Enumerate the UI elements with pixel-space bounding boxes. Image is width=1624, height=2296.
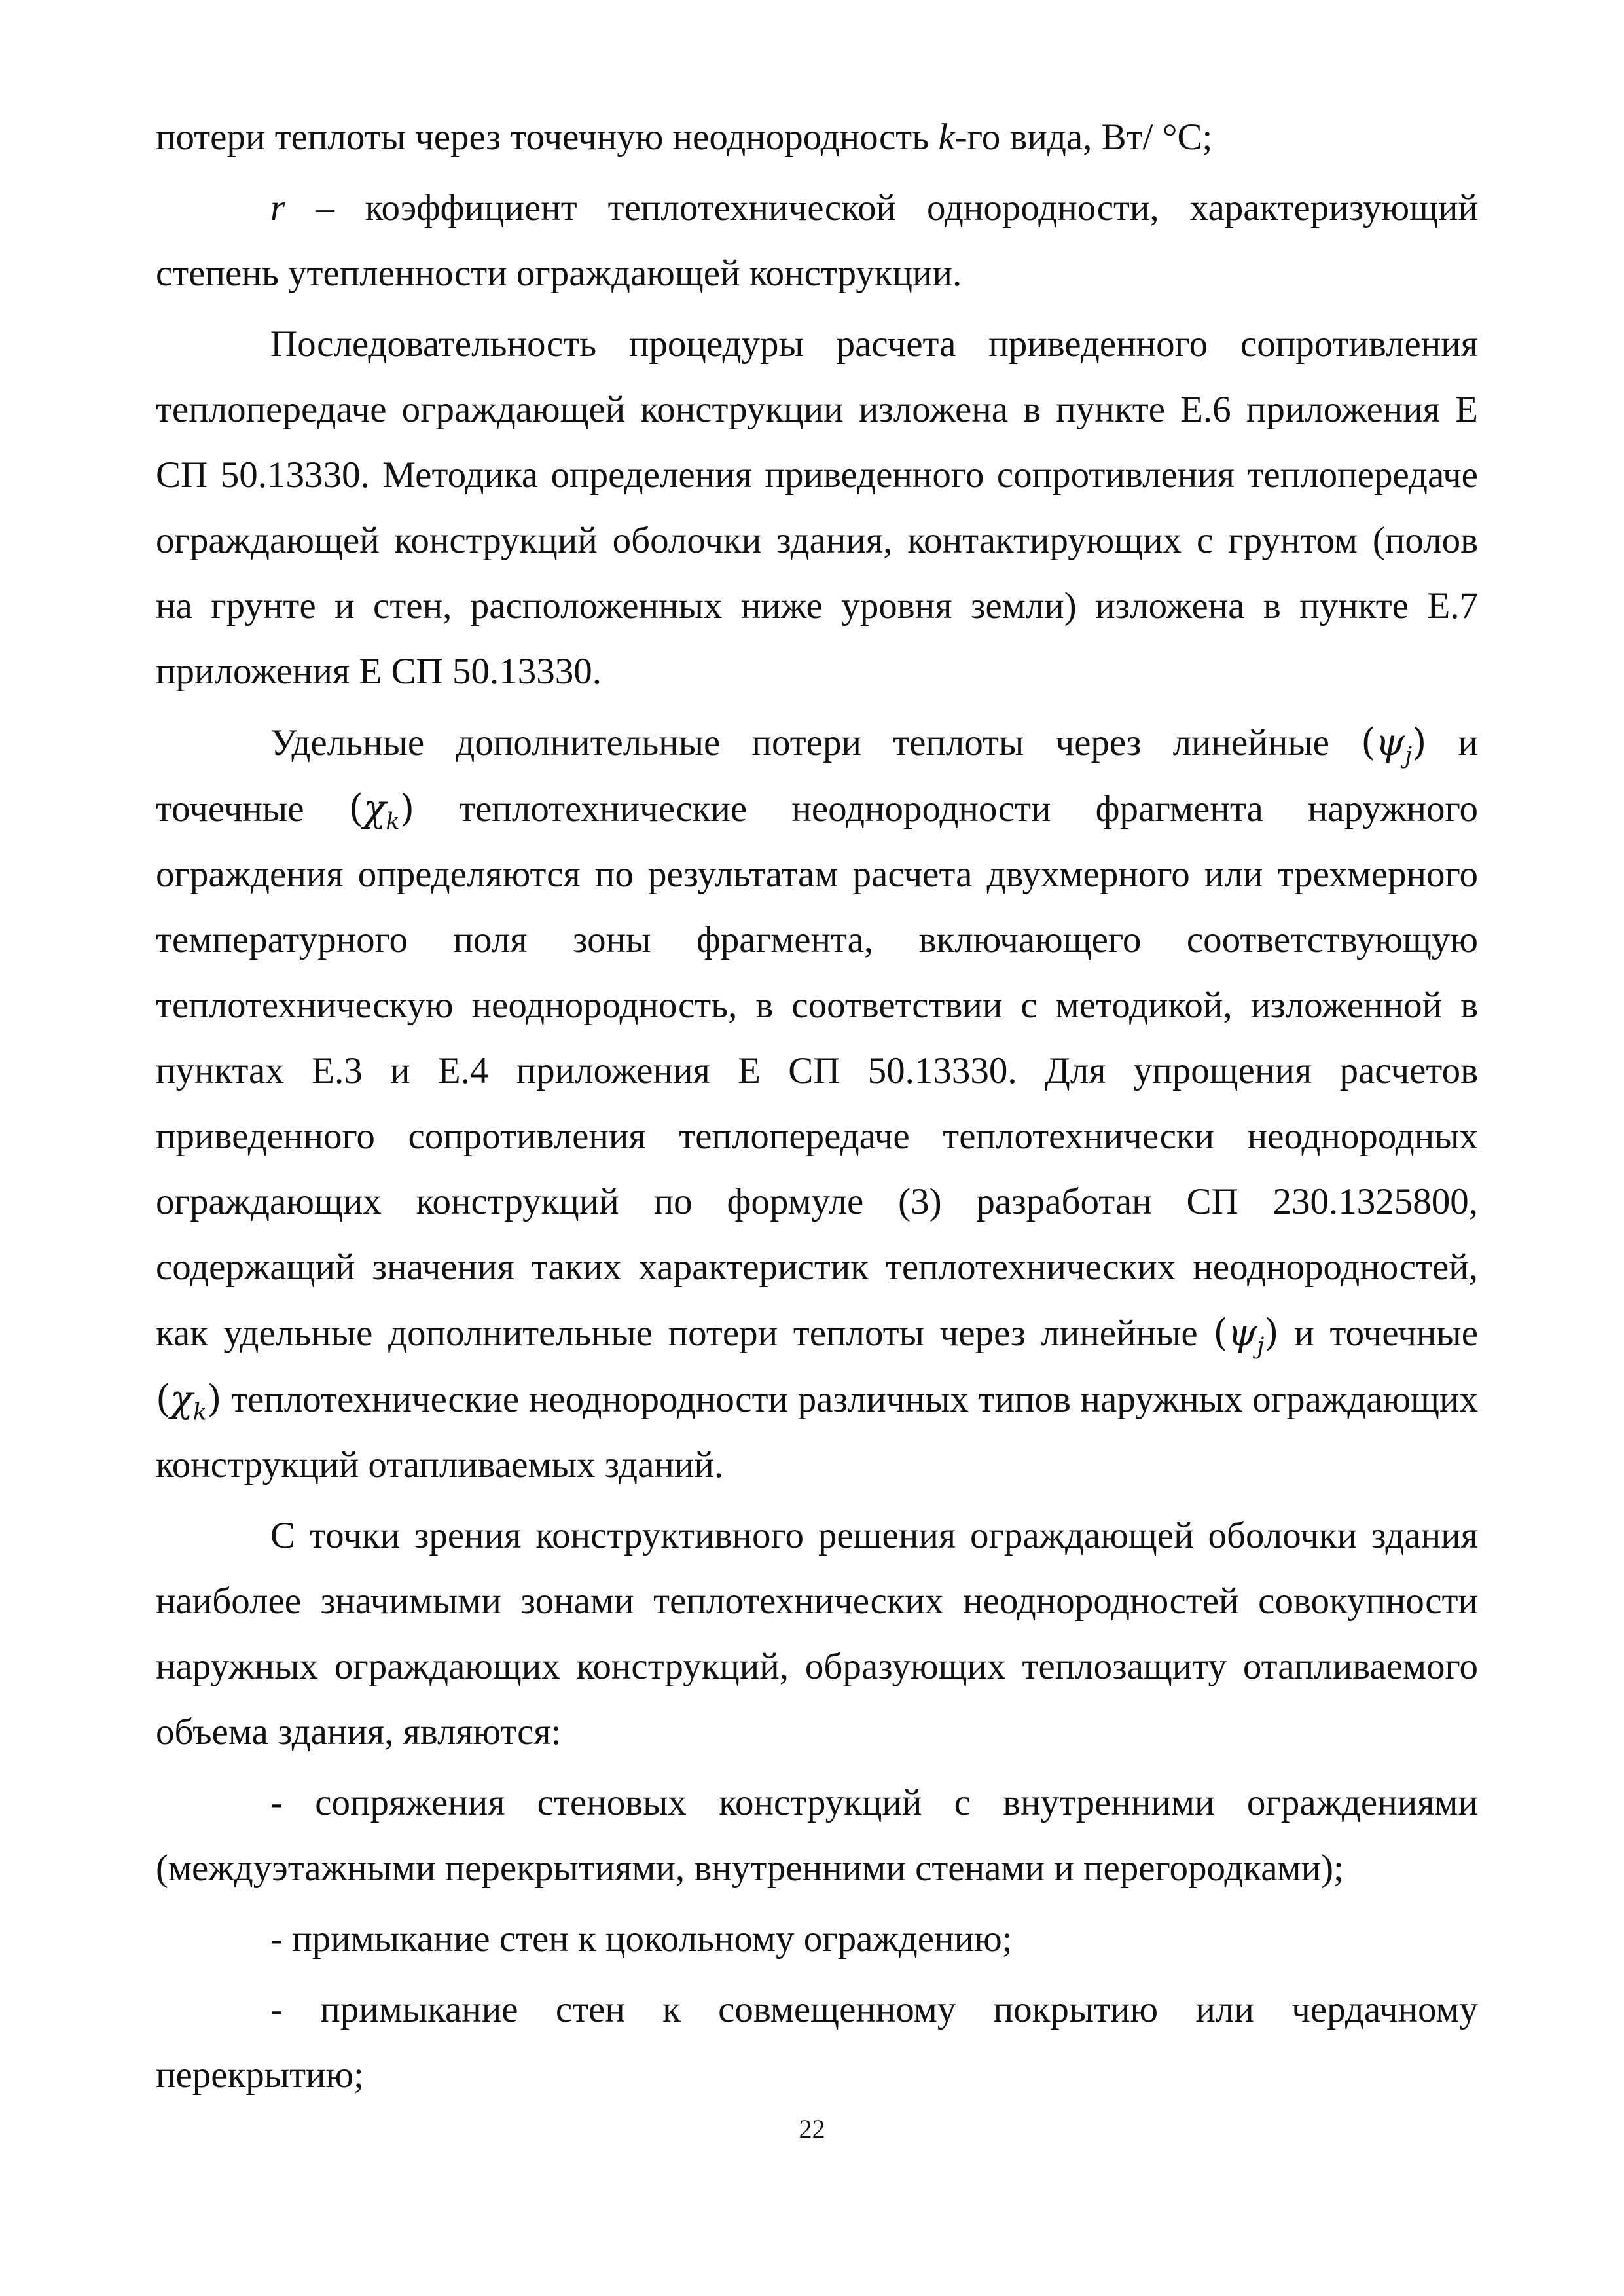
text-run: теплотехнические неоднородности различных типов наружных ограждающих конструкций отапливаемых зданий. (156, 1379, 1478, 1485)
symbol-psi: ψ (1227, 1311, 1257, 1355)
list-item: - примыкание стен к совмещенному покрытию или чердачному перекрытию; (156, 1989, 1478, 2096)
body-text (156, 105, 1478, 2108)
list-item: - примыкание стен к цокольному ограждению; (270, 1918, 1013, 1959)
formula-psi-j (1213, 1311, 1279, 1360)
paren: ( (348, 787, 363, 830)
text-run: -го вида, Вт/ °С; (954, 117, 1213, 158)
text-run: теплотехнические неоднородности фрагмента наружного ограждения определяются по результатам расчета двухмерного или трехмерного температурного поля зоны фрагмента, включающего соответствующую теплотехническую неоднородность, в соответствии с методикой, изложенной в пунктах Е.3 и Е.4 приложения Е СП 50.13330. Для упрощения расчетов приведенного сопротивления теплопередаче теплотехнически неоднородных ограждающих конструкций по формуле (3) разработан СП 230.1325800, содержащий значения таких характеристик теплотехнических неоднородностей, как удельные дополнительные потери теплоты через линейные (156, 788, 1479, 1354)
text-run: Удельные дополнительные потери теплоты через линейные (270, 722, 1362, 763)
variable-r: r (270, 187, 285, 228)
symbol-psi: ψ (1375, 721, 1405, 764)
list-item: - сопряжения стеновых конструкций с внутренними ограждениями (междуэтажными перекрытиями, внутренними стенами и перегородками); (156, 1782, 1478, 1889)
subscript: k (386, 808, 400, 835)
paragraph-procedure: Последовательность процедуры расчета приведенного сопротивления теплопередаче ограждающей конструкции изложена в пункте Е.6 приложения Е СП 50.13330. Методика определения приведенного сопротивления теплопередаче ограждающей конструкций оболочки здания, контактирующих с грунтом (полов на грунте и стен, расположенных ниже уровня земли) изложена в пункте Е.7 приложения Е СП 50.13330. (156, 323, 1478, 692)
paren: ( (1361, 721, 1376, 764)
text-run: и точечные (156, 722, 1478, 829)
paragraph-specific-losses (156, 710, 1478, 1498)
subscript: j (1405, 742, 1413, 769)
paragraph-continuation (156, 105, 1478, 170)
text-run: и точечные (1278, 1313, 1478, 1354)
paren: ) (1412, 721, 1427, 764)
paren: ) (207, 1377, 222, 1421)
formula-chi-k (156, 1377, 222, 1426)
page-number: 22 (799, 2114, 825, 2143)
subscript: k (192, 1398, 208, 1426)
paren: ( (156, 1377, 171, 1421)
text-run: – коэффициент теплотехнической однородности, характеризующий степень утепленности ограждающей конструкции. (156, 187, 1478, 294)
paragraph-significant-zones: С точки зрения конструктивного решения ограждающей оболочки здания наиболее значимыми зонами теплотехнических неоднородностей совокупности наружных ограждающих конструкций, образующих теплозащиту отапливаемого объема здания, являются: (156, 1515, 1478, 1753)
paragraph-r-definition (156, 175, 1478, 306)
formula-psi-j (1361, 721, 1427, 769)
subscript: j (1257, 1332, 1265, 1360)
paren: ) (1264, 1311, 1279, 1355)
formula-chi-k (348, 787, 415, 835)
variable-k: k (938, 117, 955, 158)
symbol-chi: χ (170, 1377, 193, 1421)
paren: ( (1213, 1311, 1228, 1355)
paren: ) (399, 787, 415, 830)
text-run: потери теплоты через точечную неоднородность (156, 117, 939, 158)
symbol-chi: χ (363, 787, 386, 830)
